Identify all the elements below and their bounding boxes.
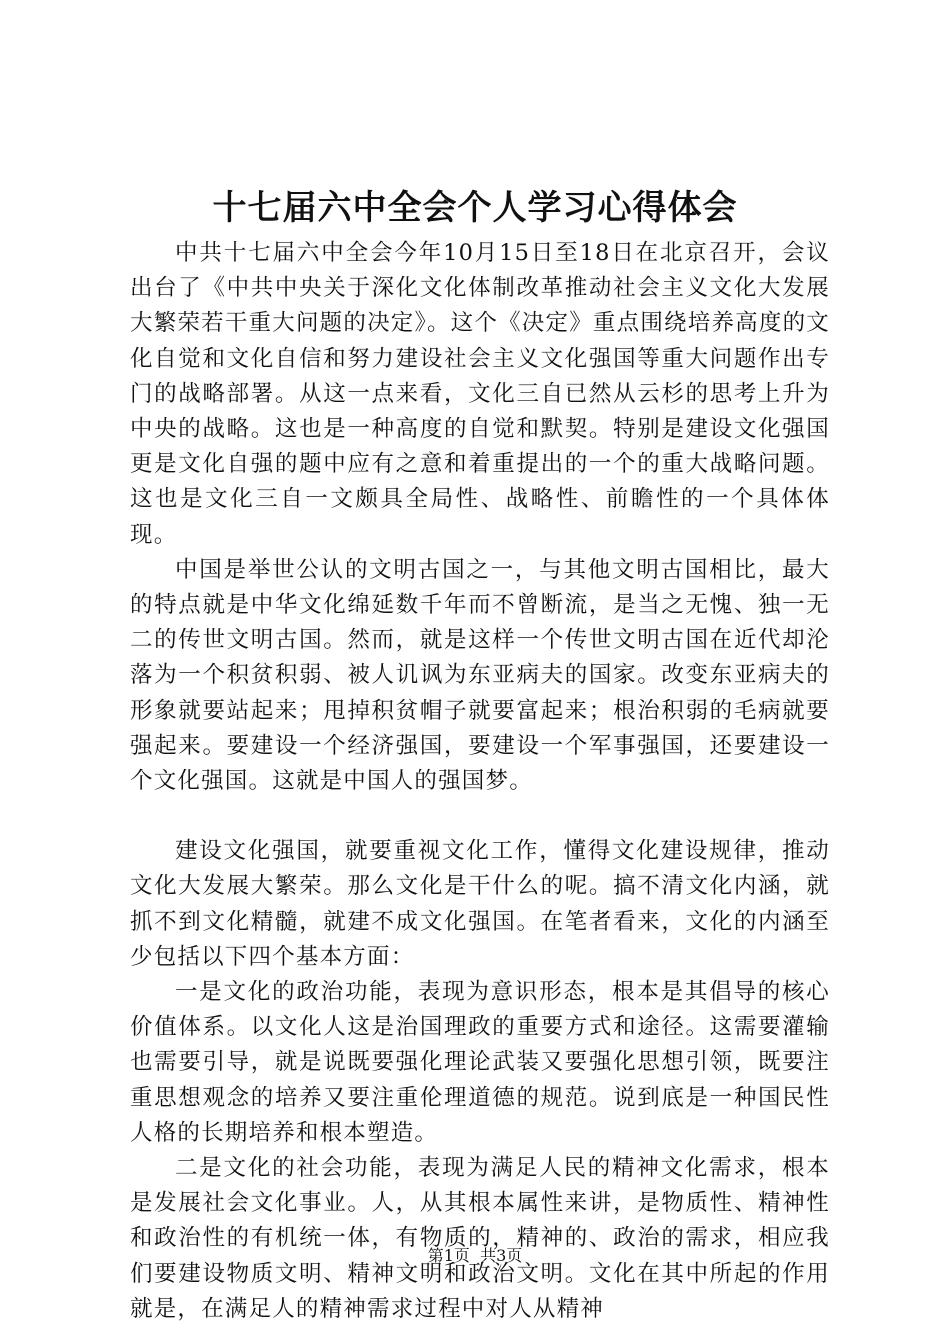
current-page-number: 1 <box>443 1246 454 1265</box>
total-page-number: 3 <box>496 1246 507 1265</box>
paragraph-4: 一是文化的政治功能，表现为意识形态，根本是其倡导的核心价值体系。以文化人这是治国理政的重要方式和途径。这需要灌输也需要引导，就是说既要强化理论武装又要强化思想引领，既要注重思想观念的培养又要注重伦理道德的规范。说到底是一种国民性人格的长期培养和根本塑造。 <box>130 979 830 1146</box>
page-footer <box>0 1244 950 1268</box>
page-mid-text: 页 共 <box>453 1246 497 1265</box>
page-prefix: 第 <box>427 1246 444 1265</box>
paragraph-2: 中国是举世公认的文明古国之一，与其他文明古国相比，最大的特点就是中华文化绵延数千年而不曾断流，是当之无愧、独一无二的传世文明古国。然而，就是这样一个传世文明古国在近代却沦落为一个积贫积弱、被人讥讽为东亚病夫的国家。改变东亚病夫的形象就要站起来；甩掉积贫帽子就要富起来；根治积弱的毛病就要强起来。要建设一个经济强国，要建设一个军事强国，还要建设一个文化强国。这就是中国人的强国梦。 <box>130 556 830 795</box>
document-title: 十七届六中全会个人学习心得体会 <box>212 188 738 228</box>
paragraph-5: 二是文化的社会功能，表现为满足人民的精神文化需求，根本是发展社会文化事业。人，从其根本属性来讲，是物质性、精神性和政治性的有机统一体，有物质的，精神的、政治的需求，相应我们要建设物质文明、精神文明和政治文明。文化在其中所起的作用就是，在满足人的精神需求过程中对人从精神 <box>130 1155 830 1322</box>
document-body <box>130 236 830 1327</box>
page-suffix: 页 <box>506 1246 523 1265</box>
paragraph-1: 中共十七届六中全会今年10月15日至18日在北京召开，会议出台了《中共中央关于深化文化体制改革推动社会主义文化大发展大繁荣若干重大问题的决定》。这个《决定》重点围绕培养高度的文化自觉和文化自信和努力建设社会主义文化强国等重大问题作出专门的战略部署。从这一点来看，文化三自已然从云杉的思考上升为中央的战略。这也是一种高度的自觉和默契。特别是建设文化强国更是文化自强的题中应有之意和着重提出的一个的重大战略问题。这也是文化三自一文颇具全局性、战略性、前瞻性的一个具体体现。 <box>130 240 830 548</box>
paragraph-3: 建设文化强国，就要重视文化工作，懂得文化建设规律，推动文化大发展大繁荣。那么文化是干什么的呢。搞不清文化内涵，就抓不到文化精髓，就建不成文化强国。在笔者看来，文化的内涵至少包括以下四个基本方面： <box>130 838 830 970</box>
